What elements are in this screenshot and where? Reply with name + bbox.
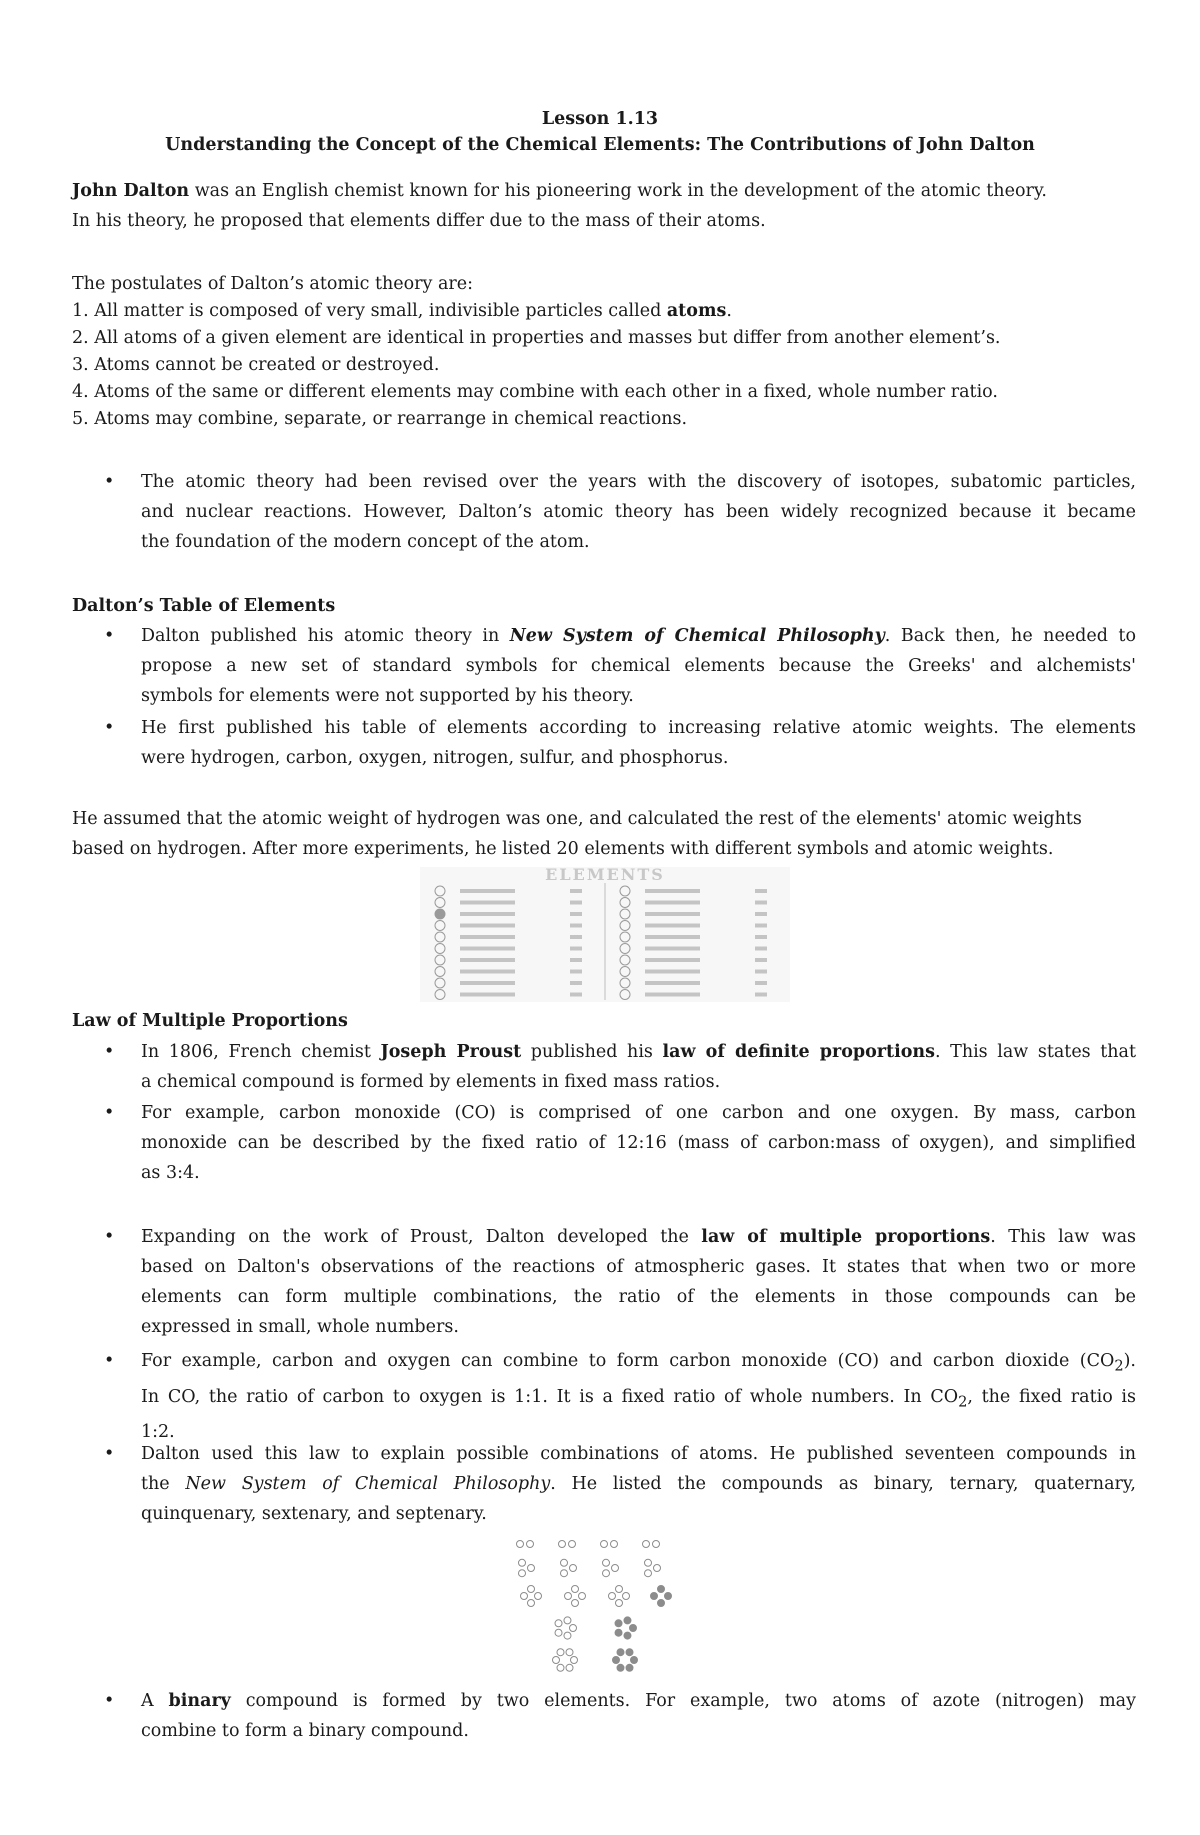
- element-weight-blur: [755, 935, 767, 939]
- hydrogen-para-2: based on hydrogen. After more experiments, he listed 20 elements with different symbols and atomic weights.: [72, 839, 1054, 859]
- element-name-blur: [645, 924, 700, 928]
- table-heading: Dalton’s Table of Elements: [72, 596, 336, 616]
- atom-icon: [626, 1649, 633, 1656]
- postulate-4: 4. Atoms of the same or different elements may combine with each other in a fixed, whole number ratio.: [72, 382, 998, 402]
- atom-icon: [626, 1664, 633, 1671]
- bullet-marker: •: [104, 626, 115, 646]
- postulate-5: 5. Atoms may combine, separate, or rearrange in chemical reactions.: [72, 409, 688, 429]
- seventeen-compounds-bullet: Dalton used this law to explain possible combinations of atoms. He published seventeen compounds in the New System of Chemical Philosophy. He listed the compounds as binary, ternary, quaternary, quinquenary, sextenary, and septenary.: [141, 1444, 1136, 1524]
- table-bullet-1: Dalton published his atomic theory in New System of Chemical Philosophy. Back then, he needed to propose a new set of standard symbols for chemical elements because the Greeks' and alchemists' symbols for elements were not supported by his theory.: [141, 626, 1136, 706]
- bullet-marker: •: [104, 472, 115, 492]
- element-name-blur: [460, 889, 515, 893]
- proust-bullet: In 1806, French chemist Joseph Proust published his law of definite proportions. This law states that a chemical compound is formed by elements in fixed mass ratios.: [141, 1042, 1137, 1092]
- element-name-blur: [460, 912, 515, 916]
- book-title: New System of Chemical Philosophy: [185, 1474, 551, 1494]
- element-name-blur: [645, 889, 700, 893]
- atom-icon: [624, 1632, 631, 1639]
- postulates-lead: The postulates of Dalton’s atomic theory are:: [72, 274, 474, 294]
- element-name-blur: [645, 935, 700, 939]
- atom-icon: [615, 1620, 622, 1627]
- element-name-blur: [460, 947, 515, 951]
- elements-table-image: [420, 867, 790, 1002]
- atom-icon: [631, 1657, 638, 1664]
- co-example-bullet: For example, carbon monoxide (CO) is comprised of one carbon and one oxygen. By mass, carbon monoxide can be described by the fixed ratio of 12:16 (mass of carbon:mass of oxygen), and simplified as 3:4.: [141, 1103, 1136, 1183]
- element-weight-blur: [570, 889, 582, 893]
- element-name-blur: [645, 958, 700, 962]
- element-name-blur: [645, 981, 700, 985]
- compounds-diagram-image: [505, 1530, 685, 1680]
- element-weight-blur: [570, 924, 582, 928]
- element-weight-blur: [570, 912, 582, 916]
- bullet-marker: •: [104, 1691, 115, 1711]
- element-weight-blur: [570, 970, 582, 974]
- element-weight-blur: [755, 958, 767, 962]
- element-weight-blur: [755, 947, 767, 951]
- element-name-blur: [645, 901, 700, 905]
- element-name-blur: [460, 935, 515, 939]
- element-weight-blur: [570, 993, 582, 997]
- postulate-1: 1. All matter is composed of very small, indivisible particles called atoms.: [72, 301, 732, 321]
- postulate-2: 2. All atoms of a given element are identical in properties and masses but differ from another element’s.: [72, 328, 1001, 348]
- revision-bullet: The atomic theory had been revised over the years with the discovery of isotopes, subatomic particles, and nuclear reactions. However, Dalton’s atomic theory has been widely recognized because it became the foundation of the modern concept of the atom.: [141, 472, 1136, 552]
- lesson-number: Lesson 1.13: [541, 109, 659, 129]
- elements-table-svg: [420, 867, 790, 1002]
- element-weight-blur: [755, 981, 767, 985]
- element-name-blur: [460, 970, 515, 974]
- atoms-term: atoms: [666, 301, 727, 321]
- element-weight-blur: [755, 970, 767, 974]
- element-name-blur: [645, 947, 700, 951]
- element-weight-blur: [755, 901, 767, 905]
- multiple-proportions-term: law of multiple proportions: [701, 1227, 991, 1247]
- element-weight-blur: [755, 889, 767, 893]
- definite-proportions-term: law of definite proportions: [662, 1042, 935, 1062]
- book-title: New System of Chemical Philosophy: [509, 626, 885, 646]
- table-bullet-2: He first published his table of elements according to increasing relative atomic weights. The elements were hydrogen, carbon, oxygen, nitrogen, sulfur, and phosphorus.: [141, 718, 1136, 768]
- element-weight-blur: [755, 912, 767, 916]
- lesson-title: Understanding the Concept of the Chemical Elements: The Contributions of John Dalton: [165, 135, 1035, 155]
- element-weight-blur: [570, 958, 582, 962]
- elements-header: ELEMENTS: [545, 867, 665, 884]
- multiple-law-bullet: Expanding on the work of Proust, Dalton developed the law of multiple proportions. This law was based on Dalton's observations of the reactions of atmospheric gases. It states that when two or more elements can form multiple combinations, the ratio of the elements in those compounds can be expressed in small, whole numbers.: [141, 1227, 1136, 1337]
- bullet-marker: •: [104, 1444, 115, 1464]
- binary-bullet: A binary compound is formed by two elements. For example, two atoms of azote (nitrogen) may combine to form a binary compound.: [141, 1691, 1137, 1741]
- binary-term: binary: [168, 1691, 231, 1711]
- element-weight-blur: [570, 901, 582, 905]
- element-name-blur: [645, 970, 700, 974]
- element-name-blur: [460, 924, 515, 928]
- element-name-blur: [460, 958, 515, 962]
- atom-icon: [624, 1617, 631, 1624]
- element-weight-blur: [755, 993, 767, 997]
- element-name-blur: [460, 993, 515, 997]
- dalton-name: John Dalton: [72, 181, 190, 201]
- element-weight-blur: [755, 924, 767, 928]
- multiple-heading: Law of Multiple Proportions: [72, 1011, 348, 1031]
- element-name-blur: [645, 993, 700, 997]
- atom-icon: [617, 1664, 624, 1671]
- bullet-marker: •: [104, 1103, 115, 1123]
- atom-icon: [630, 1625, 637, 1632]
- element-name-blur: [460, 901, 515, 905]
- atom-icon: [658, 1600, 665, 1607]
- element-symbol-icon: [435, 909, 445, 919]
- element-weight-blur: [570, 981, 582, 985]
- atom-icon: [617, 1649, 624, 1656]
- intro-line-2: In his theory, he proposed that elements differ due to the mass of their atoms.: [72, 211, 766, 231]
- intro-line-1: [72, 176, 1136, 206]
- postulate-3: 3. Atoms cannot be created or destroyed.: [72, 355, 440, 375]
- intro-text: was an English chemist known for his pioneering work in the development of the atomic theory.: [189, 181, 1047, 201]
- co2-bullet: For example, carbon and oxygen can combine to form carbon monoxide (CO) and carbon dioxide $(CO_2)$. In CO, the ratio of carbon to oxygen is 1:1. It is a fixed ratio of whole numbers. In $CO_2$, the fixed ratio is 1:2.: [141, 1351, 1136, 1442]
- element-weight-blur: [570, 947, 582, 951]
- atom-icon: [658, 1586, 665, 1593]
- atom-icon: [613, 1657, 620, 1664]
- proust-name: Joseph Proust: [380, 1042, 522, 1062]
- atom-icon: [651, 1593, 658, 1600]
- atom-icon: [615, 1629, 622, 1636]
- element-weight-blur: [570, 935, 582, 939]
- bullet-marker: •: [104, 1227, 115, 1247]
- bullet-marker: •: [104, 1351, 115, 1371]
- element-name-blur: [460, 981, 515, 985]
- hydrogen-para-1: He assumed that the atomic weight of hydrogen was one, and calculated the rest of the elements' atomic weights: [72, 809, 1082, 829]
- bullet-marker: •: [104, 718, 115, 738]
- atom-icon: [665, 1593, 672, 1600]
- compounds-diagram-svg: [505, 1530, 685, 1680]
- bullet-marker: •: [104, 1042, 115, 1062]
- element-name-blur: [645, 912, 700, 916]
